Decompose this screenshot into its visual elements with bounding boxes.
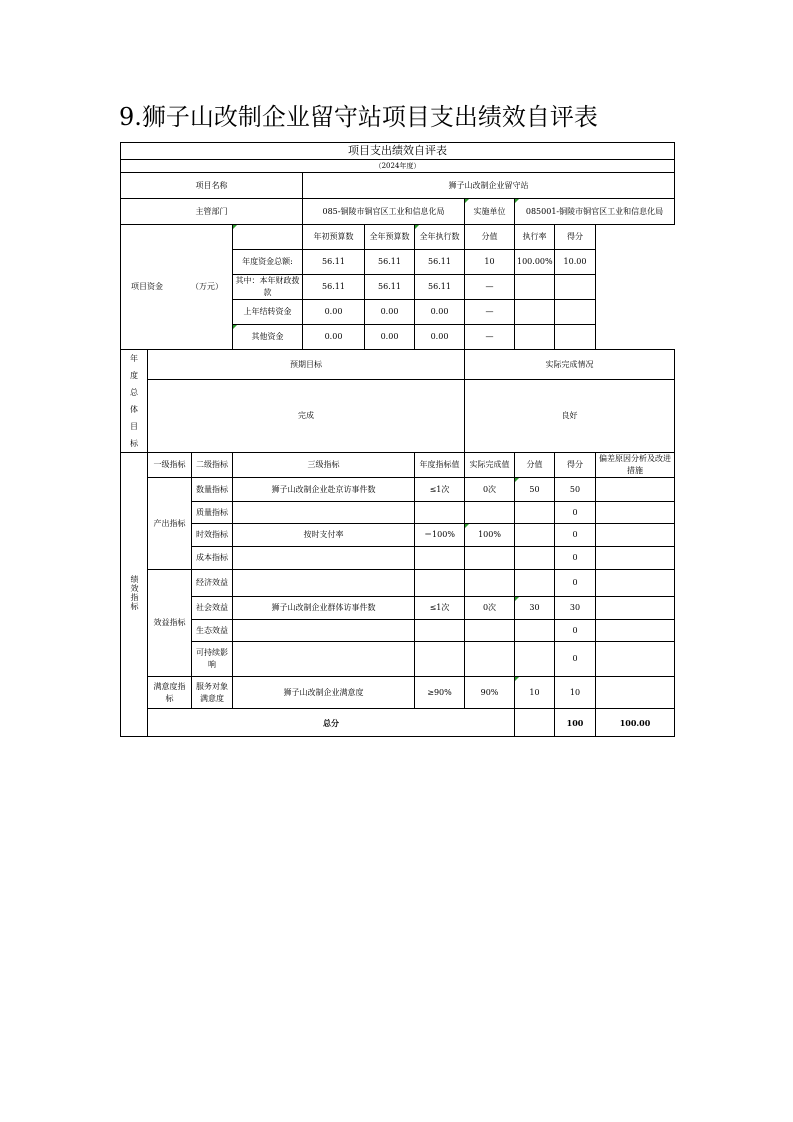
target-value: ＝100%: [415, 524, 465, 547]
l2-indicator: 时效指标: [192, 524, 233, 547]
satisfaction-indicator-label: 满意度指标: [148, 677, 192, 709]
target-value: ≤1次: [415, 597, 465, 620]
l2-indicator: 数量指标: [192, 478, 233, 502]
funds-cell: 56.11: [415, 275, 465, 300]
l3-indicator: 狮子山改制企业赴京访事件数: [233, 478, 415, 502]
l2-indicator: 社会效益: [192, 597, 233, 620]
score-value: [515, 642, 555, 677]
perf-label: 绩效指标: [121, 453, 148, 737]
unit-label: 实施单位: [465, 199, 515, 225]
actual-value: [465, 620, 515, 642]
l3-indicator: 按时支付率: [233, 524, 415, 547]
score-value: [515, 620, 555, 642]
got-value: 30: [555, 597, 596, 620]
total-score: 100: [555, 709, 596, 737]
target-value: ≥90%: [415, 677, 465, 709]
l2-indicator: 生态效益: [192, 620, 233, 642]
perf-header: 一级指标: [148, 453, 192, 478]
funds-row-label: 上年结转资金: [233, 300, 303, 325]
l3-indicator: [233, 502, 415, 524]
l2-indicator: 服务对象满意度: [192, 677, 233, 709]
funds-cell: [515, 325, 555, 350]
l2-indicator: 成本指标: [192, 547, 233, 570]
output-indicator-label: 产出指标: [148, 478, 192, 570]
deviation-note: [596, 642, 675, 677]
funds-cell: —: [465, 325, 515, 350]
deviation-note: [596, 620, 675, 642]
actual-value: 0次: [465, 597, 515, 620]
l3-indicator: [233, 570, 415, 597]
funds-header: 得分: [555, 225, 596, 250]
deviation-note: [596, 478, 675, 502]
perf-header: 实际完成值: [465, 453, 515, 478]
target-value: ≤1次: [415, 478, 465, 502]
target-value: [415, 502, 465, 524]
funds-cell: 56.11: [365, 275, 415, 300]
perf-header: 偏差原因分析及改进措施: [596, 453, 675, 478]
funds-cell: —: [465, 300, 515, 325]
funds-row-label: 年度资金总额:: [233, 250, 303, 275]
perf-header: 二级指标: [192, 453, 233, 478]
funds-cell: 56.11: [303, 250, 365, 275]
table-title: 项目支出绩效自评表: [121, 143, 675, 160]
funds-cell: —: [465, 275, 515, 300]
deviation-note: [596, 677, 675, 709]
perf-header: 年度指标值: [415, 453, 465, 478]
funds-cell: 0.00: [415, 325, 465, 350]
got-value: 10: [555, 677, 596, 709]
funds-cell: 56.11: [303, 275, 365, 300]
perf-header: 分值: [515, 453, 555, 478]
deviation-note: [596, 547, 675, 570]
benefit-indicator-label: 效益指标: [148, 570, 192, 677]
got-value: 0: [555, 620, 596, 642]
funds-cell: 10.00: [555, 250, 596, 275]
deviation-note: [596, 597, 675, 620]
target-value: [415, 642, 465, 677]
l3-indicator: [233, 642, 415, 677]
funds-cell: 56.11: [365, 250, 415, 275]
funds-cell: [515, 300, 555, 325]
l2-indicator: 经济效益: [192, 570, 233, 597]
funds-cell: [555, 300, 596, 325]
got-value: 0: [555, 570, 596, 597]
funds-cell: 56.11: [415, 250, 465, 275]
total-label: 总分: [148, 709, 515, 737]
unit-value: 085001-铜陵市铜官区工业和信息化局: [515, 199, 675, 225]
actual-value: [465, 502, 515, 524]
funds-header: 全年执行数: [415, 225, 465, 250]
funds-cell: [555, 325, 596, 350]
target-value: [415, 620, 465, 642]
actual-value: 0次: [465, 478, 515, 502]
expected-goal: 完成: [148, 380, 465, 453]
funds-cell: 0.00: [303, 300, 365, 325]
actual-result: 良好: [465, 380, 675, 453]
actual-value: [465, 570, 515, 597]
got-value: 0: [555, 524, 596, 547]
funds-row-label: 其中：本年财政拨款: [233, 275, 303, 300]
funds-header: 执行率: [515, 225, 555, 250]
l2-indicator: 可持续影响: [192, 642, 233, 677]
score-value: [515, 547, 555, 570]
perf-header: 得分: [555, 453, 596, 478]
actual-value: 90%: [465, 677, 515, 709]
dept-label: 主管部门: [121, 199, 303, 225]
l2-indicator: 质量指标: [192, 502, 233, 524]
actual-header: 实际完成情况: [465, 350, 675, 380]
expected-goal-header: 预期目标: [148, 350, 465, 380]
total-blank: [515, 709, 555, 737]
got-value: 0: [555, 547, 596, 570]
perf-header: 三级指标: [233, 453, 415, 478]
funds-label: 项目资金 （万元）: [121, 225, 233, 350]
funds-header: 年初预算数: [303, 225, 365, 250]
score-value: [515, 570, 555, 597]
funds-cell: 10: [465, 250, 515, 275]
l3-indicator: [233, 547, 415, 570]
funds-cell: 0.00: [365, 325, 415, 350]
target-value: [415, 570, 465, 597]
got-value: 0: [555, 642, 596, 677]
score-value: [515, 524, 555, 547]
score-value: [515, 502, 555, 524]
l3-indicator: 狮子山改制企业群体访事件数: [233, 597, 415, 620]
score-value: 10: [515, 677, 555, 709]
funds-corner: [233, 225, 303, 250]
deviation-note: [596, 502, 675, 524]
funds-header: 全年预算数: [365, 225, 415, 250]
funds-header: 分值: [465, 225, 515, 250]
performance-table: [120, 142, 675, 737]
score-value: 30: [515, 597, 555, 620]
score-value: 50: [515, 478, 555, 502]
funds-cell: 0.00: [365, 300, 415, 325]
actual-value: 100%: [465, 524, 515, 547]
dept-value: 085-铜陵市铜官区工业和信息化局: [303, 199, 465, 225]
funds-cell: 100.00%: [515, 250, 555, 275]
funds-cell: 0.00: [415, 300, 465, 325]
got-value: 50: [555, 478, 596, 502]
l3-indicator: [233, 620, 415, 642]
funds-cell: [515, 275, 555, 300]
funds-row-label: 其他资金: [233, 325, 303, 350]
funds-cell: [555, 275, 596, 300]
deviation-note: [596, 570, 675, 597]
project-name-value: 狮子山改制企业留守站: [303, 173, 675, 199]
total-got: 100.00: [596, 709, 675, 737]
got-value: 0: [555, 502, 596, 524]
deviation-note: [596, 524, 675, 547]
funds-cell: 0.00: [303, 325, 365, 350]
actual-value: [465, 547, 515, 570]
actual-value: [465, 642, 515, 677]
project-name-label: 项目名称: [121, 173, 303, 199]
table-year: （2024年度）: [121, 160, 675, 173]
l3-indicator: 狮子山改制企业满意度: [233, 677, 415, 709]
page-heading: 9.狮子山改制企业留守站项目支出绩效自评表: [119, 103, 598, 131]
annual-goal-label: 年 度 总 体 目 标: [121, 350, 148, 453]
target-value: [415, 547, 465, 570]
